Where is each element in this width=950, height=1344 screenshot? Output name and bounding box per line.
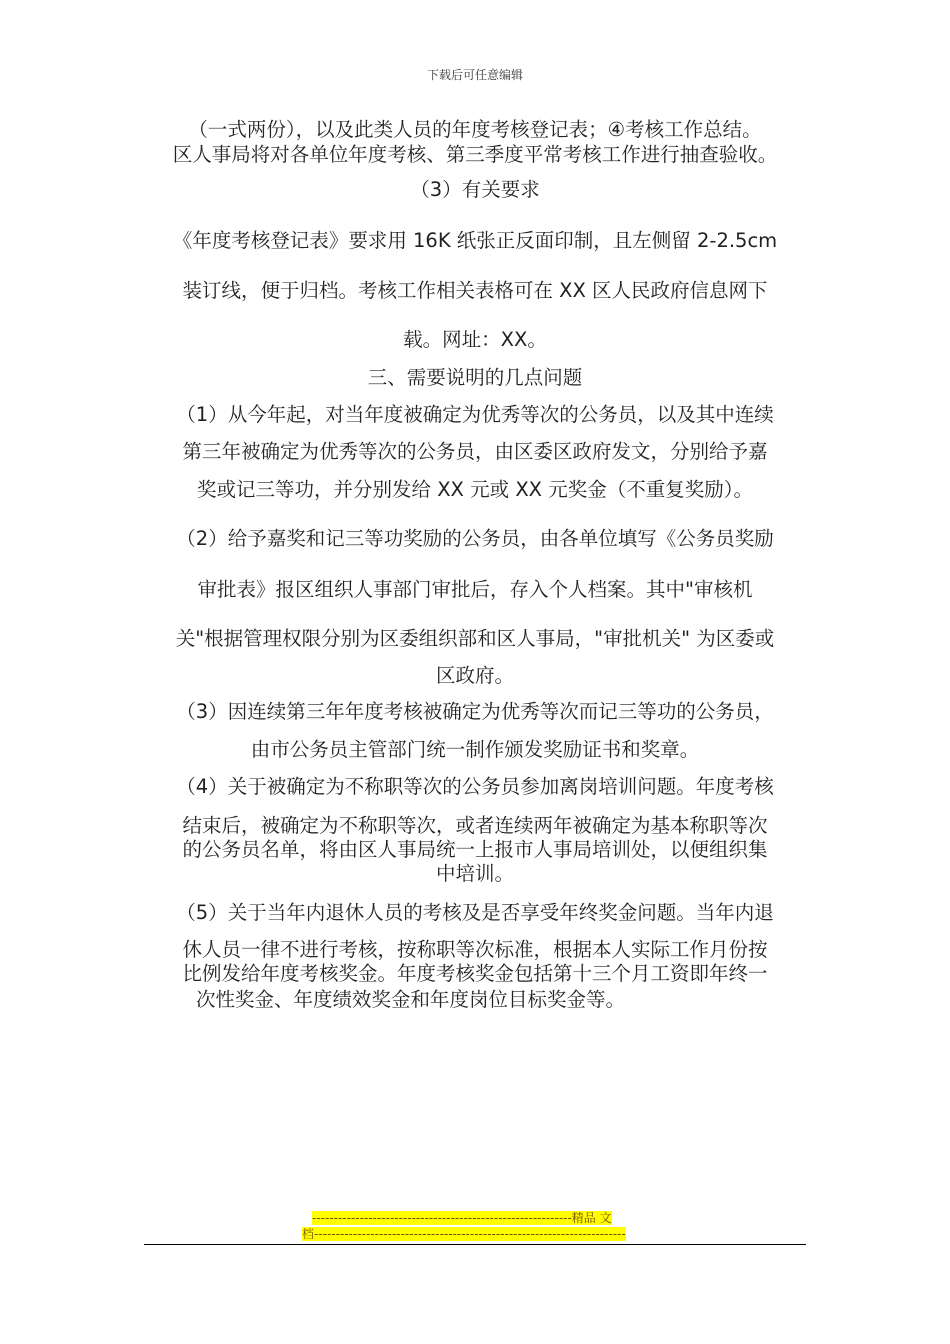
body-line: 休人员一律不进行考核，按称职等次标准，根据本人实际工作月份按 [182, 938, 768, 961]
body-line: 由市公务员主管部门统一制作颁发奖励证书和奖章。 [250, 738, 700, 761]
body-line: （1）从今年起，对当年度被确定为优秀等次的公务员，以及其中连续 [176, 403, 774, 426]
body-line: 奖或记三等功，并分别发给 XX 元或 XX 元奖金（不重复奖励）。 [197, 478, 753, 501]
body-line: 装订线，便于归档。考核工作相关表格可在 XX 区人民政府信息网下 [182, 279, 768, 302]
body-line: （4）关于被确定为不称职等次的公务员参加离岗培训问题。年度考核 [176, 775, 774, 798]
body-line: 区政府。 [435, 664, 514, 687]
footer-divider [144, 1244, 806, 1245]
footer-watermark-line-2 [302, 1226, 652, 1242]
body-line: 第三年被确定为优秀等次的公务员，由区委区政府发文，分别给予嘉 [182, 440, 768, 463]
footer-watermark-line-1 [312, 1210, 662, 1226]
body-line: 中培训。 [435, 862, 514, 885]
body-line: 载。网址：XX。 [403, 328, 547, 351]
body-line: （5）关于当年内退休人员的考核及是否享受年终奖金问题。当年内退 [176, 901, 774, 924]
body-line: （3）因连续第三年年度考核被确定为优秀等次而记三等功的公务员， [176, 700, 774, 723]
body-line: 审批表》报区组织人事部门审批后，存入个人档案。其中"审核机 [197, 578, 753, 601]
body-line: 的公务员名单，将由区人事局统一上报市人事局培训处，以便组织集 [182, 838, 768, 861]
footer-highlight: 档------------------------------------------------------------------------ [302, 1227, 626, 1241]
footer-highlight: ------------------------------------------------------------精品 文 [312, 1211, 612, 1225]
body-line: 比例发给年度考核奖金。年度考核奖金包括第十三个月工资即年终一 [182, 962, 768, 985]
page-header: 下载后可任意编辑 [426, 68, 523, 82]
body-line: 关"根据管理权限分别为区委组织部和区人事局，"审批机关" 为区委或 [175, 627, 775, 650]
body-line: 区人事局将对各单位年度考核、第三季度平常考核工作进行抽查验收。 [172, 143, 778, 166]
body-line: （一式两份），以及此类人员的年度考核登记表；④考核工作总结。 [188, 118, 762, 141]
body-line: 《年度考核登记表》要求用 16K 纸张正反面印制，且左侧留 2-2.5cm [172, 229, 778, 252]
body-line: 结束后，被确定为不称职等次，或者连续两年被确定为基本称职等次 [182, 814, 768, 837]
body-line: 次性奖金、年度绩效奖金和年度岗位目标奖金等。 [196, 988, 626, 1011]
section-heading: （3）有关要求 [410, 178, 540, 201]
section-heading: 三、需要说明的几点问题 [367, 366, 583, 389]
body-line: （2）给予嘉奖和记三等功奖励的公务员，由各单位填写《公务员奖励 [176, 527, 774, 550]
